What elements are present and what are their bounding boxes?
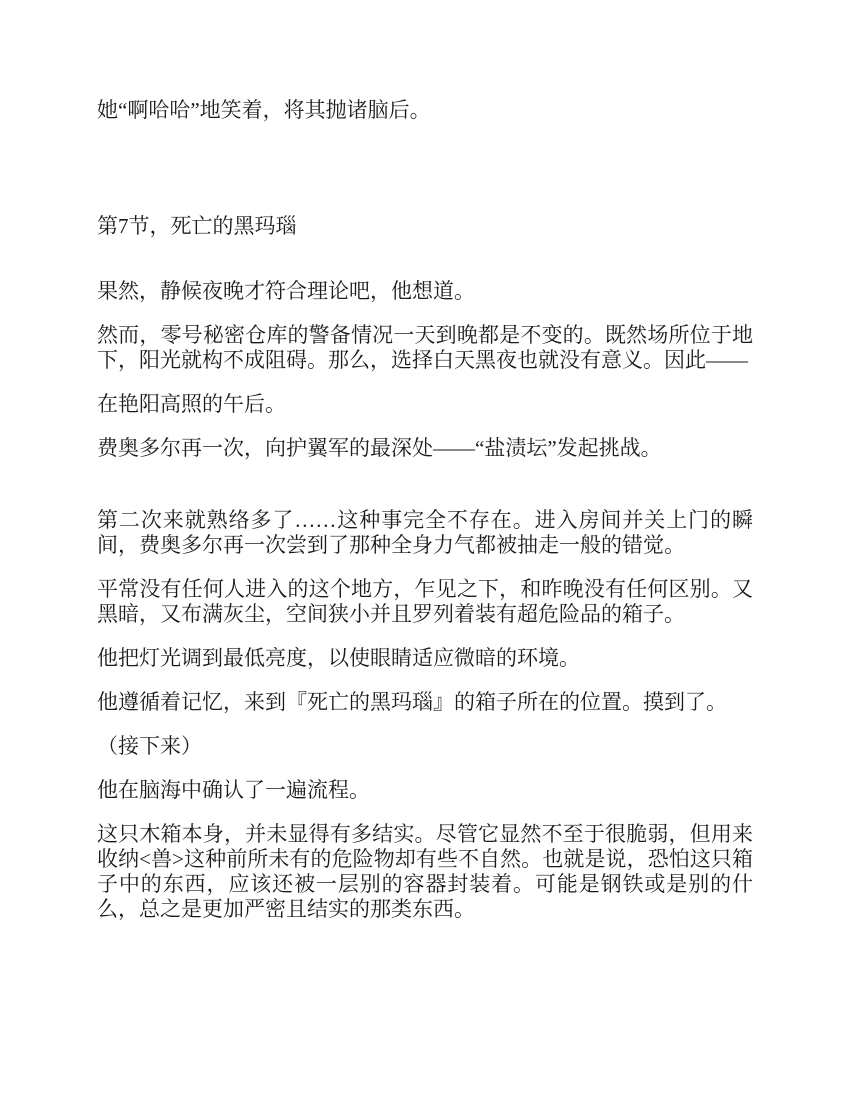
paragraph: 平常没有任何人进入的这个地方，乍见之下，和昨晚没有任何区别。又黑暗，又布满灰尘，空间狭小并且罗列着装有超危险品的箱子。 [97,577,753,626]
paragraph: 他把灯光调到最低亮度，以使眼睛适应微暗的环境。 [97,646,580,670]
paragraph: 在艳阳高照的午后。 [97,392,286,416]
paragraph: 果然，静候夜晚才符合理论吧，他想道。 [97,279,475,303]
paragraph: 他在脑海中确认了一遍流程。 [97,778,370,802]
paragraph: 他遵循着记忆，来到『死亡的黑玛瑙』的箱子所在的位置。摸到了。 [97,690,727,714]
paragraph: （接下来） [97,734,202,758]
paragraph: 然而，零号秘密仓库的警备情况一天到晚都是不变的。既然场所位于地下，阳光就构不成阻碍。那么，选择白天黑夜也就没有意义。因此—— [97,323,753,372]
paragraph: 第二次来就熟络多了……这种事完全不存在。进入房间并关上门的瞬间，费奥多尔再一次尝到了那种全身力气都被抽走一般的错觉。 [97,508,753,557]
paragraph: 费奥多尔再一次，向护翼军的最深处——“盐渍坛”发起挑战。 [97,436,662,460]
paragraph: 她“啊哈哈”地笑着，将其抛诸脑后。 [97,98,431,122]
section-heading: 第7节，死亡的黑玛瑙 [97,214,297,238]
paragraph: 这只木箱本身，并未显得有多结实。尽管它显然不至于很脆弱，但用来收纳<兽>这种前所未有的危险物却有些不自然。也就是说，恐怕这只箱子中的东西，应该还被一层别的容器封装着。可能是钢铁或是别的什么，总之是更加严密且结实的那类东西。 [97,822,753,921]
